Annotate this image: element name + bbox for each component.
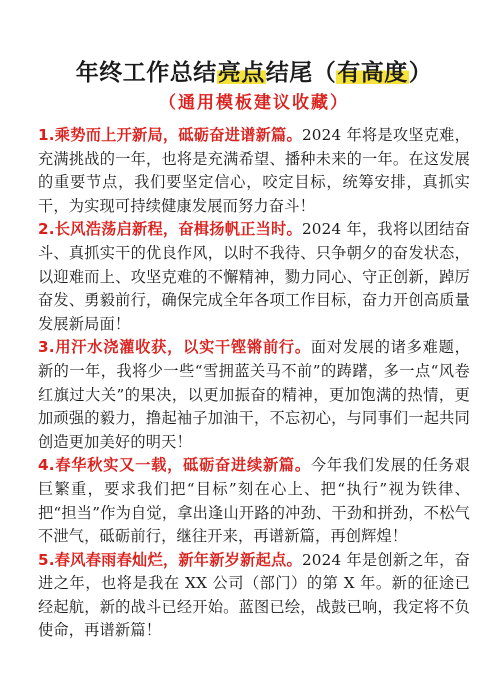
title-highlight: 亮点 (217, 60, 265, 86)
page-subtitle: （通用模板建议收藏） (159, 93, 349, 113)
title-highlight: 有高度 (337, 60, 408, 86)
section-heading: 4.春华秋实又一载，砥砺奋进续新篇。 (38, 456, 311, 475)
section-paragraph (38, 549, 470, 643)
section-body: 面对发展的诸多难题，新的一年，我将少一些“雪拥蓝关马不前”的踌躇，多一点“风卷红旗过大关”的果决，以更加振奋的精神，更加饱满的热情，更加顽强的毅力，撸起袖子加油干，不忘初心，与同事们一起共同创造更加美好的明天！ (38, 338, 471, 451)
title-part: 结尾（ (265, 60, 337, 86)
section-heading: 2.长风浩荡启新程，奋楫扬帆正当时。 (38, 220, 302, 239)
page-title (38, 0, 470, 88)
section-body: 2024 年是创新之年，奋进之年，也将是我在 XX 公司（部门）的第 X 年。新的征途已经起航，新的战斗已经开始。蓝图已绘，战鼓已响，我定将不负使命，再谱新篇！ (38, 550, 470, 640)
title-part: 年终工作总结 (75, 60, 217, 86)
section-paragraph (38, 124, 470, 218)
section-body: 2024 年将是攻坚克难，充满挑战的一年，也将是充满希望、播种未来的一年。在这发展的重要节点，我们要坚定信心，咬定目标，统筹安排，真抓实干，为实现可持续健康发展而努力奋斗！ (38, 126, 470, 215)
section-heading: 5.春风春雨春灿烂，新年新岁新起点。 (38, 550, 302, 569)
section-paragraph (38, 454, 470, 548)
section-body: 今年我们发展的任务艰巨繁重，要求我们把“目标”刻在心上、把“执行”视为铁律、把“担当”作为自觉，拿出逢山开路的冲劲、干劲和拼劲，不松气不泄气，砥砺前行，继往开来，再谱新篇，再创辉煌！ (38, 456, 471, 546)
section-body: 2024 年，我将以团结奋斗、真抓实干的优良作风，以时不我待、只争朝夕的奋发状态，以迎难而上、攻坚克难的不懈精神，勠力同心、守正创新，踔厉奋发、勇毅前行，确保完成全年各项工作目标，奋力开创高质量发展新局面！ (38, 220, 470, 333)
section-paragraph (38, 218, 470, 336)
section-heading: 1.乘势而上开新局，砥砺奋进谱新篇。 (38, 126, 302, 144)
section-paragraph (38, 336, 470, 454)
section-heading: 3.用汗水浇灌收获，以实干铿锵前行。 (38, 338, 311, 357)
title-part: ） (408, 60, 433, 86)
